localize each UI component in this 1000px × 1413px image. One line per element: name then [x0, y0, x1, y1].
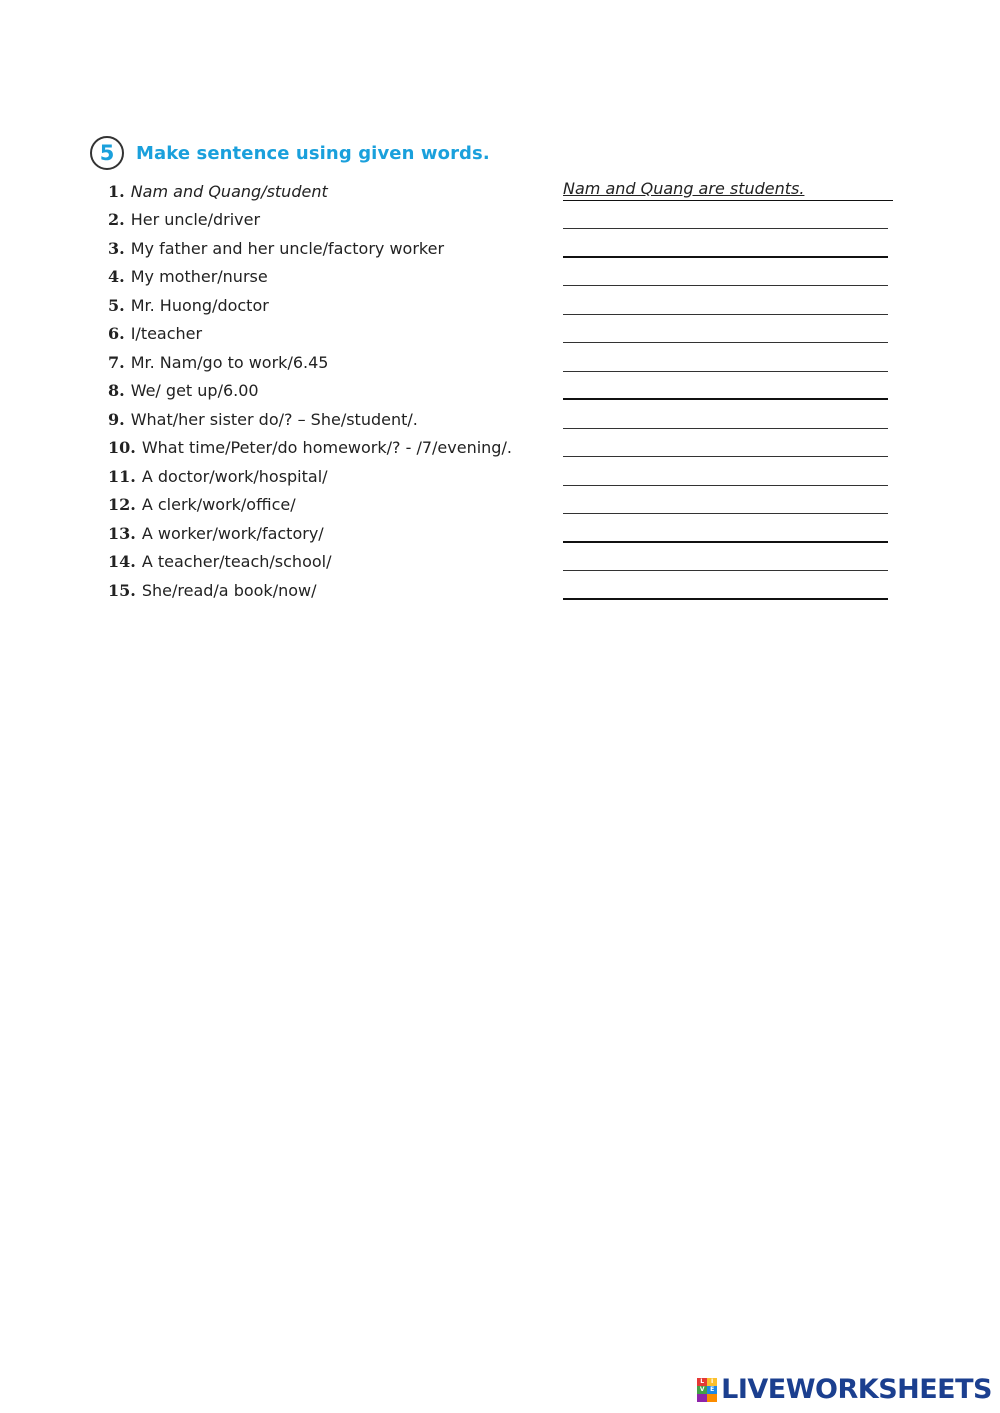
- item-number: 6.: [108, 324, 125, 343]
- item-number: 12.: [108, 495, 136, 514]
- exercise-item: [108, 488, 908, 517]
- item-number: 5.: [108, 295, 125, 315]
- item-number: 7.: [108, 352, 125, 372]
- item-cue-words: She/read/a book/now/: [141, 580, 317, 600]
- logo-tile: [707, 1394, 717, 1402]
- item-cue-words: A clerk/work/office/: [141, 495, 296, 514]
- item-number: 3.: [108, 238, 125, 258]
- item-prompt: [108, 352, 328, 374]
- item-cue-words: Mr. Huong/doctor: [130, 295, 269, 315]
- exercise-item: [108, 374, 908, 403]
- item-prompt: [108, 551, 331, 573]
- answer-input-6[interactable]: [563, 322, 888, 343]
- exercise-header: [90, 133, 490, 173]
- item-cue-words: Nam and Quang/student: [130, 181, 328, 201]
- exercise-instructions: Make sentence using given words.: [136, 142, 490, 164]
- item-number: 15.: [108, 580, 136, 600]
- logo-tile: [697, 1394, 707, 1402]
- item-prompt: [108, 295, 269, 317]
- item-prompt: [108, 523, 324, 545]
- answer-input-14[interactable]: [563, 550, 888, 571]
- item-prompt: [108, 437, 512, 459]
- item-cue-words: Her uncle/driver: [130, 210, 261, 229]
- liveworksheets-wordmark: LIVEWORKSHEETS: [721, 1374, 992, 1405]
- item-prompt: [108, 494, 296, 516]
- exercise-number-badge: 5: [90, 136, 124, 170]
- item-number: 14.: [108, 552, 136, 571]
- exercise-item: [108, 459, 908, 488]
- exercise-item: [108, 203, 908, 232]
- answer-input-4[interactable]: [563, 265, 888, 286]
- answer-input-15[interactable]: [563, 578, 888, 600]
- logo-tile: E: [707, 1386, 717, 1394]
- item-number: 1.: [108, 181, 125, 201]
- exercise-item: [108, 573, 908, 602]
- exercise-item-list: [108, 174, 908, 602]
- answer-input-12[interactable]: [563, 493, 888, 514]
- item-number: 8.: [108, 381, 125, 400]
- exercise-item: [108, 174, 908, 203]
- liveworksheets-branding: [697, 1374, 992, 1405]
- exercise-item: [108, 288, 908, 317]
- answer-input-3[interactable]: [563, 236, 888, 258]
- example-answer-text: Nam and Quang are students.: [563, 178, 805, 198]
- exercise-item: [108, 516, 908, 545]
- item-prompt: [108, 209, 260, 231]
- liveworksheets-logo-icon: [697, 1378, 717, 1402]
- item-prompt: [108, 181, 328, 203]
- item-number: 13.: [108, 523, 136, 543]
- item-cue-words: My father and her uncle/factory worker: [130, 238, 445, 258]
- item-cue-words: Mr. Nam/go to work/6.45: [130, 352, 329, 372]
- item-cue-words: A doctor/work/hospital/: [141, 466, 328, 486]
- item-cue-words: A teacher/teach/school/: [141, 552, 332, 571]
- answer-input-5[interactable]: [563, 294, 888, 315]
- exercise-item: [108, 431, 908, 460]
- item-prompt: [108, 466, 328, 488]
- item-number: 4.: [108, 267, 125, 286]
- item-cue-words: My mother/nurse: [130, 267, 268, 286]
- item-prompt: [108, 266, 268, 288]
- item-prompt: [108, 323, 202, 345]
- answer-input-2[interactable]: [563, 208, 888, 229]
- exercise-item: [108, 345, 908, 374]
- exercise-item: [108, 317, 908, 346]
- item-prompt: [108, 409, 418, 431]
- example-answer: [563, 178, 893, 201]
- item-number: 2.: [108, 210, 125, 229]
- exercise-item: [108, 260, 908, 289]
- logo-tile: I: [707, 1378, 717, 1386]
- exercise-item: [108, 231, 908, 260]
- item-cue-words: We/ get up/6.00: [130, 381, 259, 400]
- exercise-item: [108, 402, 908, 431]
- item-number: 11.: [108, 466, 136, 486]
- item-prompt: [108, 238, 444, 260]
- logo-tile: V: [697, 1386, 707, 1394]
- exercise-item: [108, 545, 908, 574]
- logo-tile: L: [697, 1378, 707, 1386]
- item-cue-words: A worker/work/factory/: [141, 523, 324, 543]
- item-prompt: [108, 380, 259, 402]
- answer-input-9[interactable]: [563, 408, 888, 429]
- item-cue-words: What/her sister do/? – She/student/.: [130, 409, 418, 429]
- answer-input-10[interactable]: [563, 436, 888, 457]
- answer-input-7[interactable]: [563, 351, 888, 372]
- item-prompt: [108, 580, 316, 602]
- item-cue-words: What time/Peter/do homework/? - /7/evening/.: [141, 438, 512, 457]
- answer-input-13[interactable]: [563, 521, 888, 543]
- answer-input-8[interactable]: [563, 378, 888, 400]
- answer-input-11[interactable]: [563, 465, 888, 486]
- item-number: 10.: [108, 438, 136, 457]
- item-number: 9.: [108, 409, 125, 429]
- item-cue-words: I/teacher: [130, 324, 203, 343]
